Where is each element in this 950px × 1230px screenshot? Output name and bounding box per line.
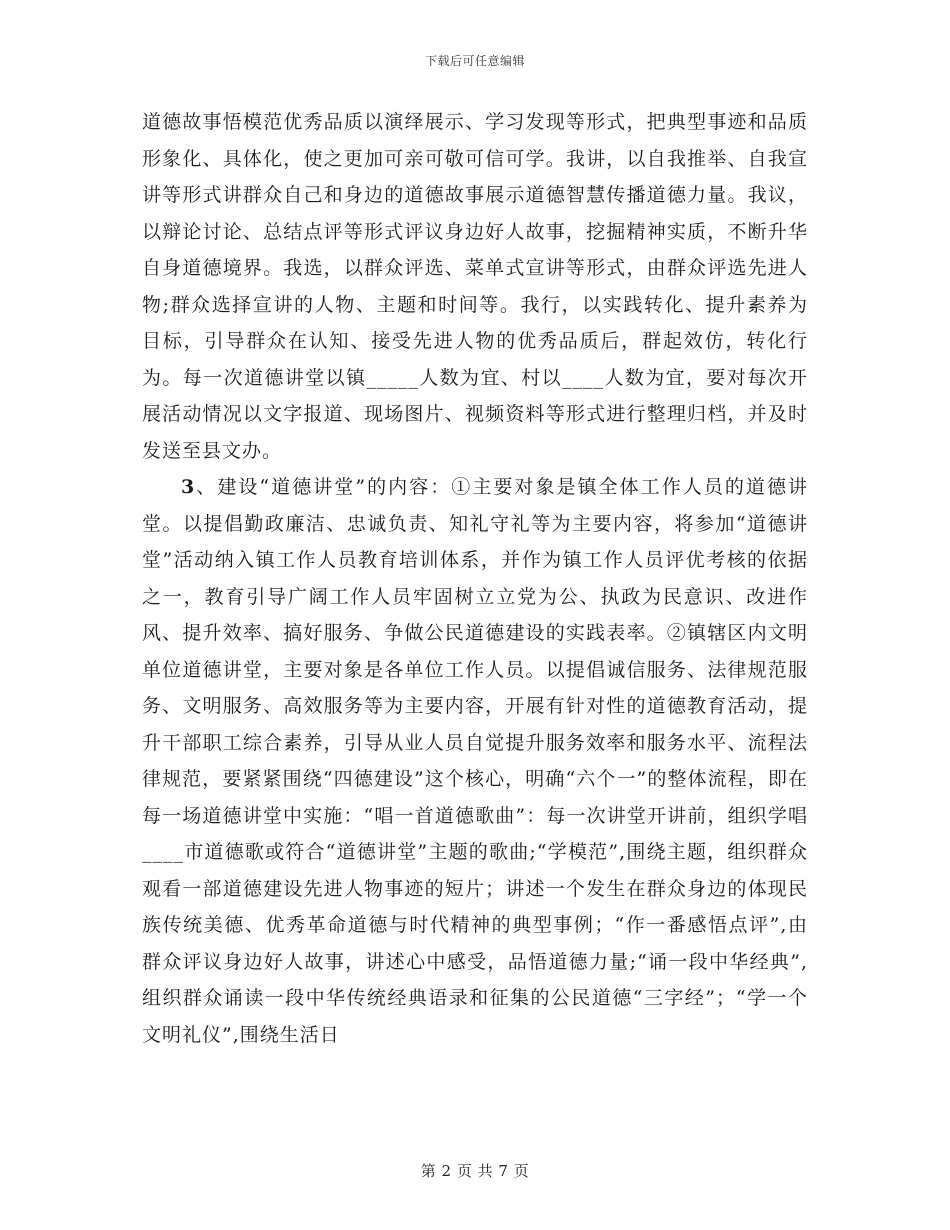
body-paragraph-2-text: 、建设“道德讲堂”的内容：①主要对象是镇全体工作人员的道德讲堂。以提倡勤政廉洁、忠诚负责、知礼守礼等为主要内容，将参加“道德讲堂”活动纳入镇工作人员教育培训体系，并作为镇工作人员评优考核的依据之一，教育引导广阔工作人员牢固树立立党为公、执政为民意识、改进作风、提升效率、搞好服务、争做公民道德建设的实践表率。②镇辖区内文明单位道德讲堂，主要对象是各单位工作人员。以提倡诚信服务、法律规范服务、文明服务、高效服务等为主要内容，开展有针对性的道德教育活动，提升干部职工综合素养，引导从业人员自觉提升服务效率和服务水平、流程法律规范，要紧紧围绕“四德建设”这个核心，明确“六个一”的整体流程，即在每一场道德讲堂中实施：“唱一首道德歌曲”：每一次讲堂开讲前，组织学唱____市道德歌或符合“道德讲堂”主题的歌曲;“学模范”,围绕主题，组织群众观看一部道德建设先进人物事迹的短片；讲述一个发生在群众身边的体现民族传统美德、优秀革命道德与时代精神的典型事例；“作一番感悟点评”,由群众评议身边好人故事，讲述心中感受，品悟道德力量;“诵一段中华经典”,组织群众诵读一段中华传统经典语录和征集的公民道德“三字经”；“学一个文明礼仪”,围绕生活日 [142, 476, 808, 1046]
body-paragraph-1: 道德故事悟模范优秀品质以演绎展示、学习发现等形式，把典型事迹和品质形象化、具体化，使之更加可亲可敬可信可学。我讲，以自我推举、自我宣讲等形式讲群众自己和身边的道德故事展示道德智慧传播道德力量。我议，以辩论讨论、总结点评等形式评议身边好人故事，挖掘精神实质，不断升华自身道德境界。我选，以群众评选、菜单式宣讲等形式，由群众评选先进人物;群众选择宣讲的人物、主题和时间等。我行，以实践转化、提升素养为目标，引导群众在认知、接受先进人物的优秀品质后，群起效仿，转化行为。每一次道德讲堂以镇_____人数为宜、村以____人数为宜，要对每次开展活动情况以文字报道、现场图片、视频资料等形式进行整理归档，并及时发送至县文办。 [142, 111, 808, 462]
section-number: 3 [181, 476, 196, 498]
body-paragraph-2 [142, 469, 808, 1053]
page-header: 下载后可任意编辑 [424, 54, 525, 68]
document-body [142, 104, 808, 1053]
page-footer: 第 2 页 共 7 页 [420, 1162, 530, 1180]
